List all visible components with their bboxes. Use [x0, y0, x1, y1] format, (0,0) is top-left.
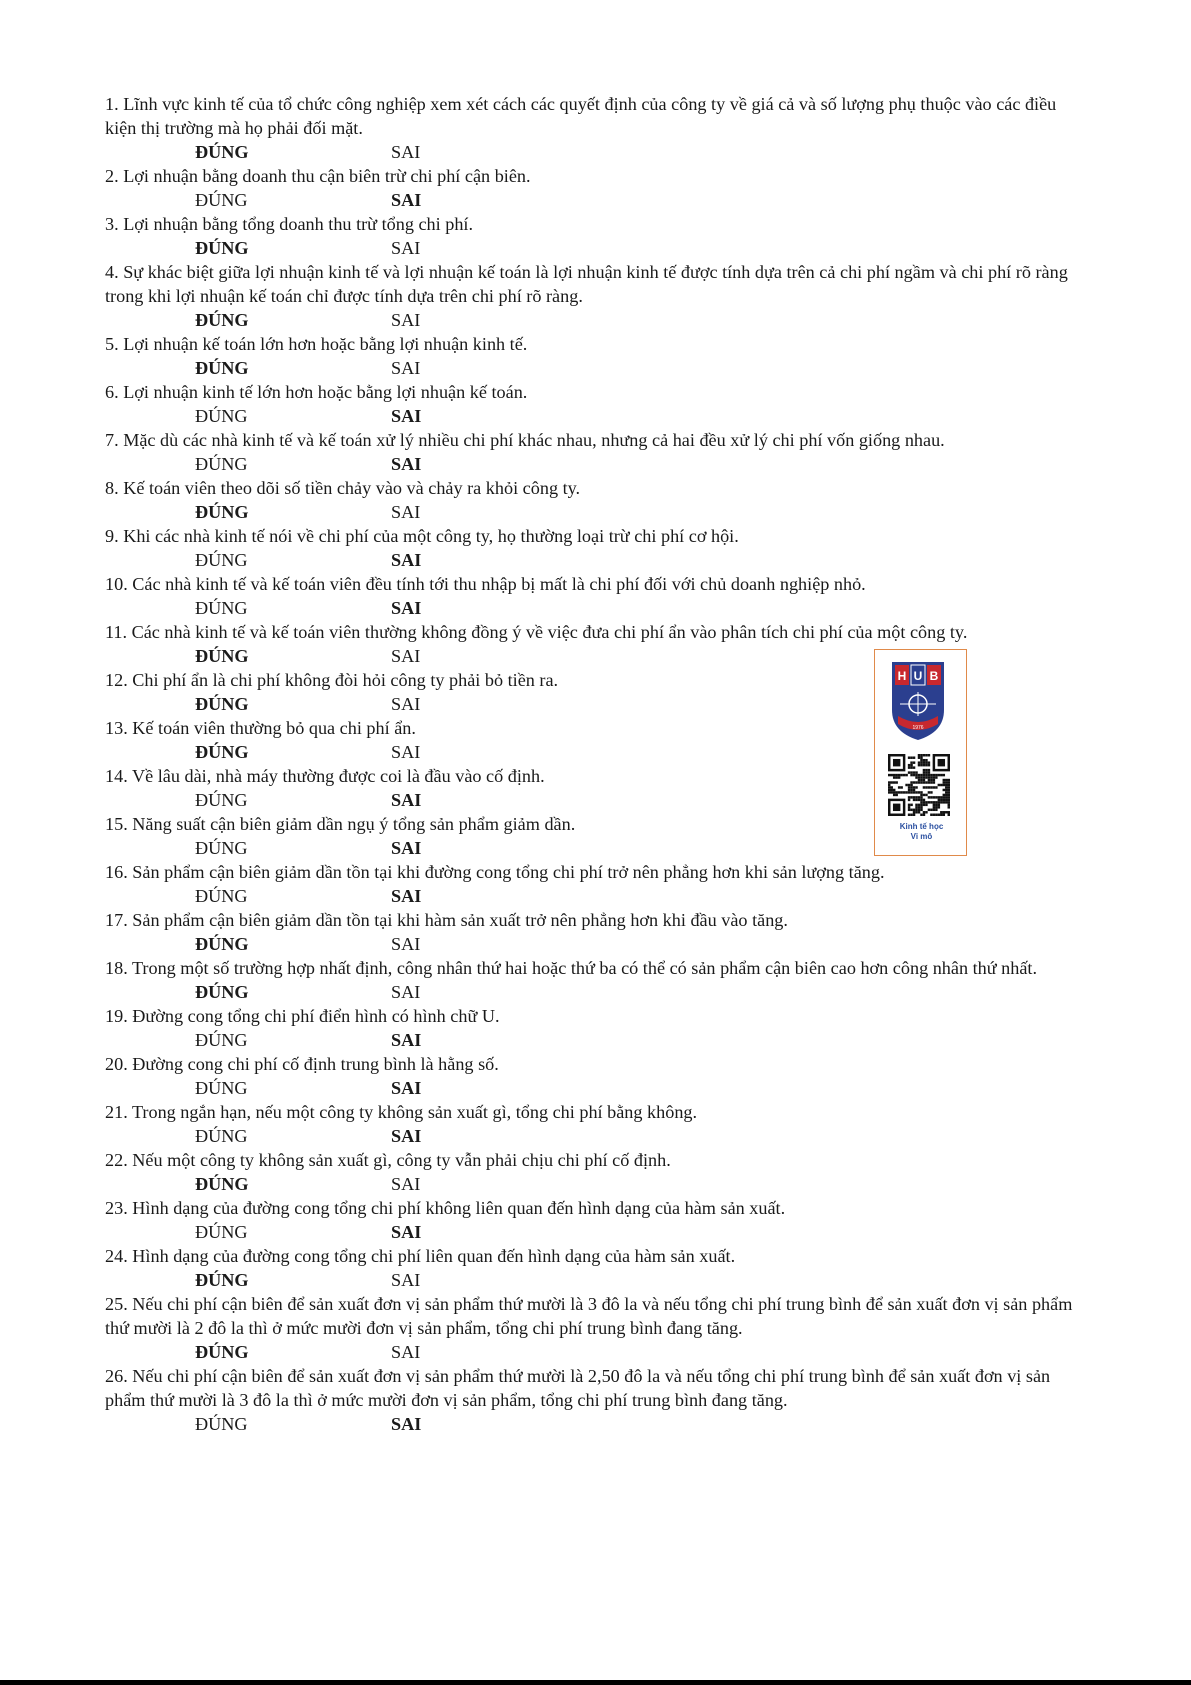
answer-options: [105, 1124, 1090, 1148]
option-sai[interactable]: SAI: [391, 1174, 421, 1194]
answer-options: [105, 884, 1090, 908]
question-text: 15. Năng suất cận biên giảm dần ngụ ý tổng sản phẩm giảm dần.: [105, 814, 576, 834]
question-text: 26. Nếu chi phí cận biên để sản xuất đơn vị sản phẩm thứ mười là 2,50 đô la và nếu tổng chi phí trung bình để sản xuất đơn vị sản phẩm thứ mười là 3 đô la thì ở mức mười đơn vị sản phẩm, tổng chi phí trung bình đang tăng.: [105, 1366, 1051, 1410]
question-text: 2. Lợi nhuận bằng doanh thu cận biên trừ chi phí cận biên.: [105, 166, 531, 186]
option-dung[interactable]: ĐÚNG: [195, 886, 248, 906]
option-dung[interactable]: ĐÚNG: [195, 1030, 248, 1050]
question-text: 10. Các nhà kinh tế và kế toán viên đều tính tới thu nhập bị mất là chi phí đối với chủ doanh nghiệp nhỏ.: [105, 574, 866, 594]
question-item: [105, 164, 1090, 212]
answer-options: [105, 548, 1090, 572]
option-dung[interactable]: ĐÚNG: [195, 550, 248, 570]
answer-options: [105, 932, 1090, 956]
option-dung[interactable]: ĐÚNG: [195, 1222, 248, 1242]
page-bottom-border: [0, 1680, 1191, 1685]
question-text: 21. Trong ngắn hạn, nếu một công ty không sản xuất gì, tổng chi phí bằng không.: [105, 1102, 698, 1122]
logo-letter-h: H: [897, 669, 907, 683]
question-item: [105, 1364, 1090, 1436]
option-dung[interactable]: ĐÚNG: [195, 142, 249, 162]
answer-options: [105, 308, 1090, 332]
question-item: [105, 1244, 1090, 1292]
option-dung[interactable]: ĐÚNG: [195, 982, 249, 1002]
option-sai[interactable]: SAI: [391, 838, 422, 858]
option-dung[interactable]: ĐÚNG: [195, 238, 249, 258]
option-sai[interactable]: SAI: [391, 190, 422, 210]
question-text: 22. Nếu một công ty không sản xuất gì, công ty vẫn phải chịu chi phí cố định.: [105, 1150, 671, 1170]
option-sai[interactable]: SAI: [391, 1414, 422, 1434]
question-text: 17. Sản phẩm cận biên giảm dần tồn tại khi hàm sản xuất trở nên phẳng hơn khi đầu vào tăng.: [105, 910, 788, 930]
answer-options: [105, 1220, 1090, 1244]
question-text: 3. Lợi nhuận bằng tổng doanh thu trừ tổng chi phí.: [105, 214, 474, 234]
option-sai[interactable]: SAI: [391, 454, 422, 474]
logo-year: 1976: [912, 725, 924, 731]
option-dung[interactable]: ĐÚNG: [195, 598, 248, 618]
option-sai[interactable]: SAI: [391, 238, 421, 258]
qr-code[interactable]: [888, 754, 950, 816]
option-dung[interactable]: ĐÚNG: [195, 934, 249, 954]
option-dung[interactable]: ĐÚNG: [195, 646, 249, 666]
answer-options: [105, 1172, 1090, 1196]
question-text: 8. Kế toán viên theo dõi số tiền chảy vào và chảy ra khỏi công ty.: [105, 478, 581, 498]
question-text: 16. Sản phẩm cận biên giảm dần tồn tại khi đường cong tổng chi phí trở nên phẳng hơn khi sản lượng tăng.: [105, 862, 885, 882]
question-text: 4. Sự khác biệt giữa lợi nhuận kinh tế và lợi nhuận kế toán là lợi nhuận kinh tế được tính dựa trên cả chi phí ngầm và chi phí rõ ràng trong khi lợi nhuận kế toán chỉ được tính dựa trên chi phí rõ ràng.: [105, 262, 1068, 306]
option-dung[interactable]: ĐÚNG: [195, 838, 248, 858]
option-sai[interactable]: SAI: [391, 406, 422, 426]
option-dung[interactable]: ĐÚNG: [195, 1078, 248, 1098]
answer-options: [105, 140, 1090, 164]
question-text: 24. Hình dạng của đường cong tổng chi phí liên quan đến hình dạng của hàm sản xuất.: [105, 1246, 736, 1266]
question-text: 5. Lợi nhuận kế toán lớn hơn hoặc bằng lợi nhuận kinh tế.: [105, 334, 528, 354]
logo-caption-line2: Vi mô: [910, 832, 933, 841]
option-sai[interactable]: SAI: [391, 742, 421, 762]
question-item: [105, 260, 1090, 332]
question-item: [105, 212, 1090, 260]
question-text: 12. Chi phí ẩn là chi phí không đòi hỏi công ty phải bỏ tiền ra.: [105, 670, 559, 690]
question-item: [105, 476, 1090, 524]
question-item: [105, 524, 1090, 572]
question-text: 18. Trong một số trường hợp nhất định, công nhân thứ hai hoặc thứ ba có thể có sản phẩm cận biên cao hơn công nhân thứ nhất.: [105, 958, 1038, 978]
option-sai[interactable]: SAI: [391, 142, 421, 162]
question-item: [105, 1196, 1090, 1244]
question-text: 11. Các nhà kinh tế và kế toán viên thường không đồng ý về việc đưa chi phí ẩn vào phân tích chi phí của một công ty.: [105, 622, 968, 642]
answer-options: [105, 980, 1090, 1004]
question-text: 25. Nếu chi phí cận biên để sản xuất đơn vị sản phẩm thứ mười là 3 đô la và nếu tổng chi phí trung bình để sản xuất đơn vị sản phẩm thứ mười là 2 đô la thì ở mức mười đơn vị sản phẩm, tổng chi phí trung bình đang tăng.: [105, 1294, 1073, 1338]
option-dung[interactable]: ĐÚNG: [195, 1342, 249, 1362]
option-dung[interactable]: ĐÚNG: [195, 1414, 248, 1434]
answer-options: [105, 500, 1090, 524]
question-text: 14. Về lâu dài, nhà máy thường được coi là đầu vào cố định.: [105, 766, 545, 786]
answer-options: [105, 356, 1090, 380]
question-text: 19. Đường cong tổng chi phí điển hình có hình chữ U.: [105, 1006, 500, 1026]
option-dung[interactable]: ĐÚNG: [195, 406, 248, 426]
answer-options: [105, 596, 1090, 620]
option-sai[interactable]: SAI: [391, 646, 421, 666]
question-text: 20. Đường cong chi phí cố định trung bình là hằng số.: [105, 1054, 499, 1074]
option-dung[interactable]: ĐÚNG: [195, 1174, 249, 1194]
option-dung[interactable]: ĐÚNG: [195, 358, 249, 378]
option-sai[interactable]: SAI: [391, 358, 421, 378]
option-dung[interactable]: ĐÚNG: [195, 694, 249, 714]
question-item: [105, 1100, 1090, 1148]
answer-options: [105, 1076, 1090, 1100]
logo-letter-b: B: [929, 669, 939, 683]
option-sai[interactable]: SAI: [391, 1078, 422, 1098]
option-sai[interactable]: SAI: [391, 550, 422, 570]
question-item: [105, 380, 1090, 428]
option-sai[interactable]: SAI: [391, 1342, 421, 1362]
question-item: [105, 572, 1090, 620]
option-dung[interactable]: ĐÚNG: [195, 454, 248, 474]
question-item: [105, 1052, 1090, 1100]
question-text: 6. Lợi nhuận kinh tế lớn hơn hoặc bằng lợi nhuận kế toán.: [105, 382, 528, 402]
answer-options: [105, 1268, 1090, 1292]
option-sai[interactable]: SAI: [391, 982, 421, 1002]
answer-options: [105, 404, 1090, 428]
answer-options: [105, 188, 1090, 212]
option-dung[interactable]: ĐÚNG: [195, 790, 248, 810]
question-text: 13. Kế toán viên thường bỏ qua chi phí ẩn.: [105, 718, 416, 738]
question-item: [105, 428, 1090, 476]
question-item: [105, 860, 1090, 908]
option-sai[interactable]: SAI: [391, 1270, 421, 1290]
logo-letter-u: U: [913, 669, 923, 683]
answer-options: [105, 1412, 1090, 1436]
option-dung[interactable]: ĐÚNG: [195, 1270, 249, 1290]
hub-logo-card: [874, 649, 967, 856]
hub-shield-logo: [888, 658, 948, 742]
question-item: [105, 956, 1090, 1004]
option-sai[interactable]: SAI: [391, 934, 421, 954]
logo-caption-line1: Kinh tế học: [899, 822, 944, 831]
option-dung[interactable]: ĐÚNG: [195, 502, 249, 522]
option-sai[interactable]: SAI: [391, 694, 421, 714]
question-item: [105, 1004, 1090, 1052]
option-sai[interactable]: SAI: [391, 1222, 422, 1242]
option-sai[interactable]: SAI: [391, 1030, 422, 1050]
question-item: [105, 1148, 1090, 1196]
logo-caption: [875, 822, 968, 842]
option-dung[interactable]: ĐÚNG: [195, 742, 249, 762]
option-sai[interactable]: SAI: [391, 502, 421, 522]
question-item: [105, 92, 1090, 164]
question-item: [105, 332, 1090, 380]
question-item: [105, 908, 1090, 956]
question-text: 23. Hình dạng của đường cong tổng chi phí không liên quan đến hình dạng của hàm sản xuất.: [105, 1198, 786, 1218]
option-sai[interactable]: SAI: [391, 790, 422, 810]
question-text: 7. Mặc dù các nhà kinh tế và kế toán xử lý nhiều chi phí khác nhau, nhưng cả hai đều xử lý chi phí vốn giống nhau.: [105, 430, 945, 450]
answer-options: [105, 452, 1090, 476]
answer-options: [105, 1028, 1090, 1052]
answer-options: [105, 1340, 1090, 1364]
option-sai[interactable]: SAI: [391, 310, 421, 330]
option-sai[interactable]: SAI: [391, 886, 422, 906]
question-text: 9. Khi các nhà kinh tế nói về chi phí của một công ty, họ thường loại trừ chi phí cơ hội.: [105, 526, 739, 546]
option-dung[interactable]: ĐÚNG: [195, 190, 248, 210]
answer-options: [105, 236, 1090, 260]
question-text: 1. Lĩnh vực kinh tế của tổ chức công nghiệp xem xét cách các quyết định của công ty về giá cả và số lượng phụ thuộc vào các điều kiện thị trường mà họ phải đối mặt.: [105, 94, 1057, 138]
option-sai[interactable]: SAI: [391, 1126, 422, 1146]
option-dung[interactable]: ĐÚNG: [195, 1126, 248, 1146]
question-item: [105, 1292, 1090, 1364]
option-dung[interactable]: ĐÚNG: [195, 310, 249, 330]
option-sai[interactable]: SAI: [391, 598, 422, 618]
